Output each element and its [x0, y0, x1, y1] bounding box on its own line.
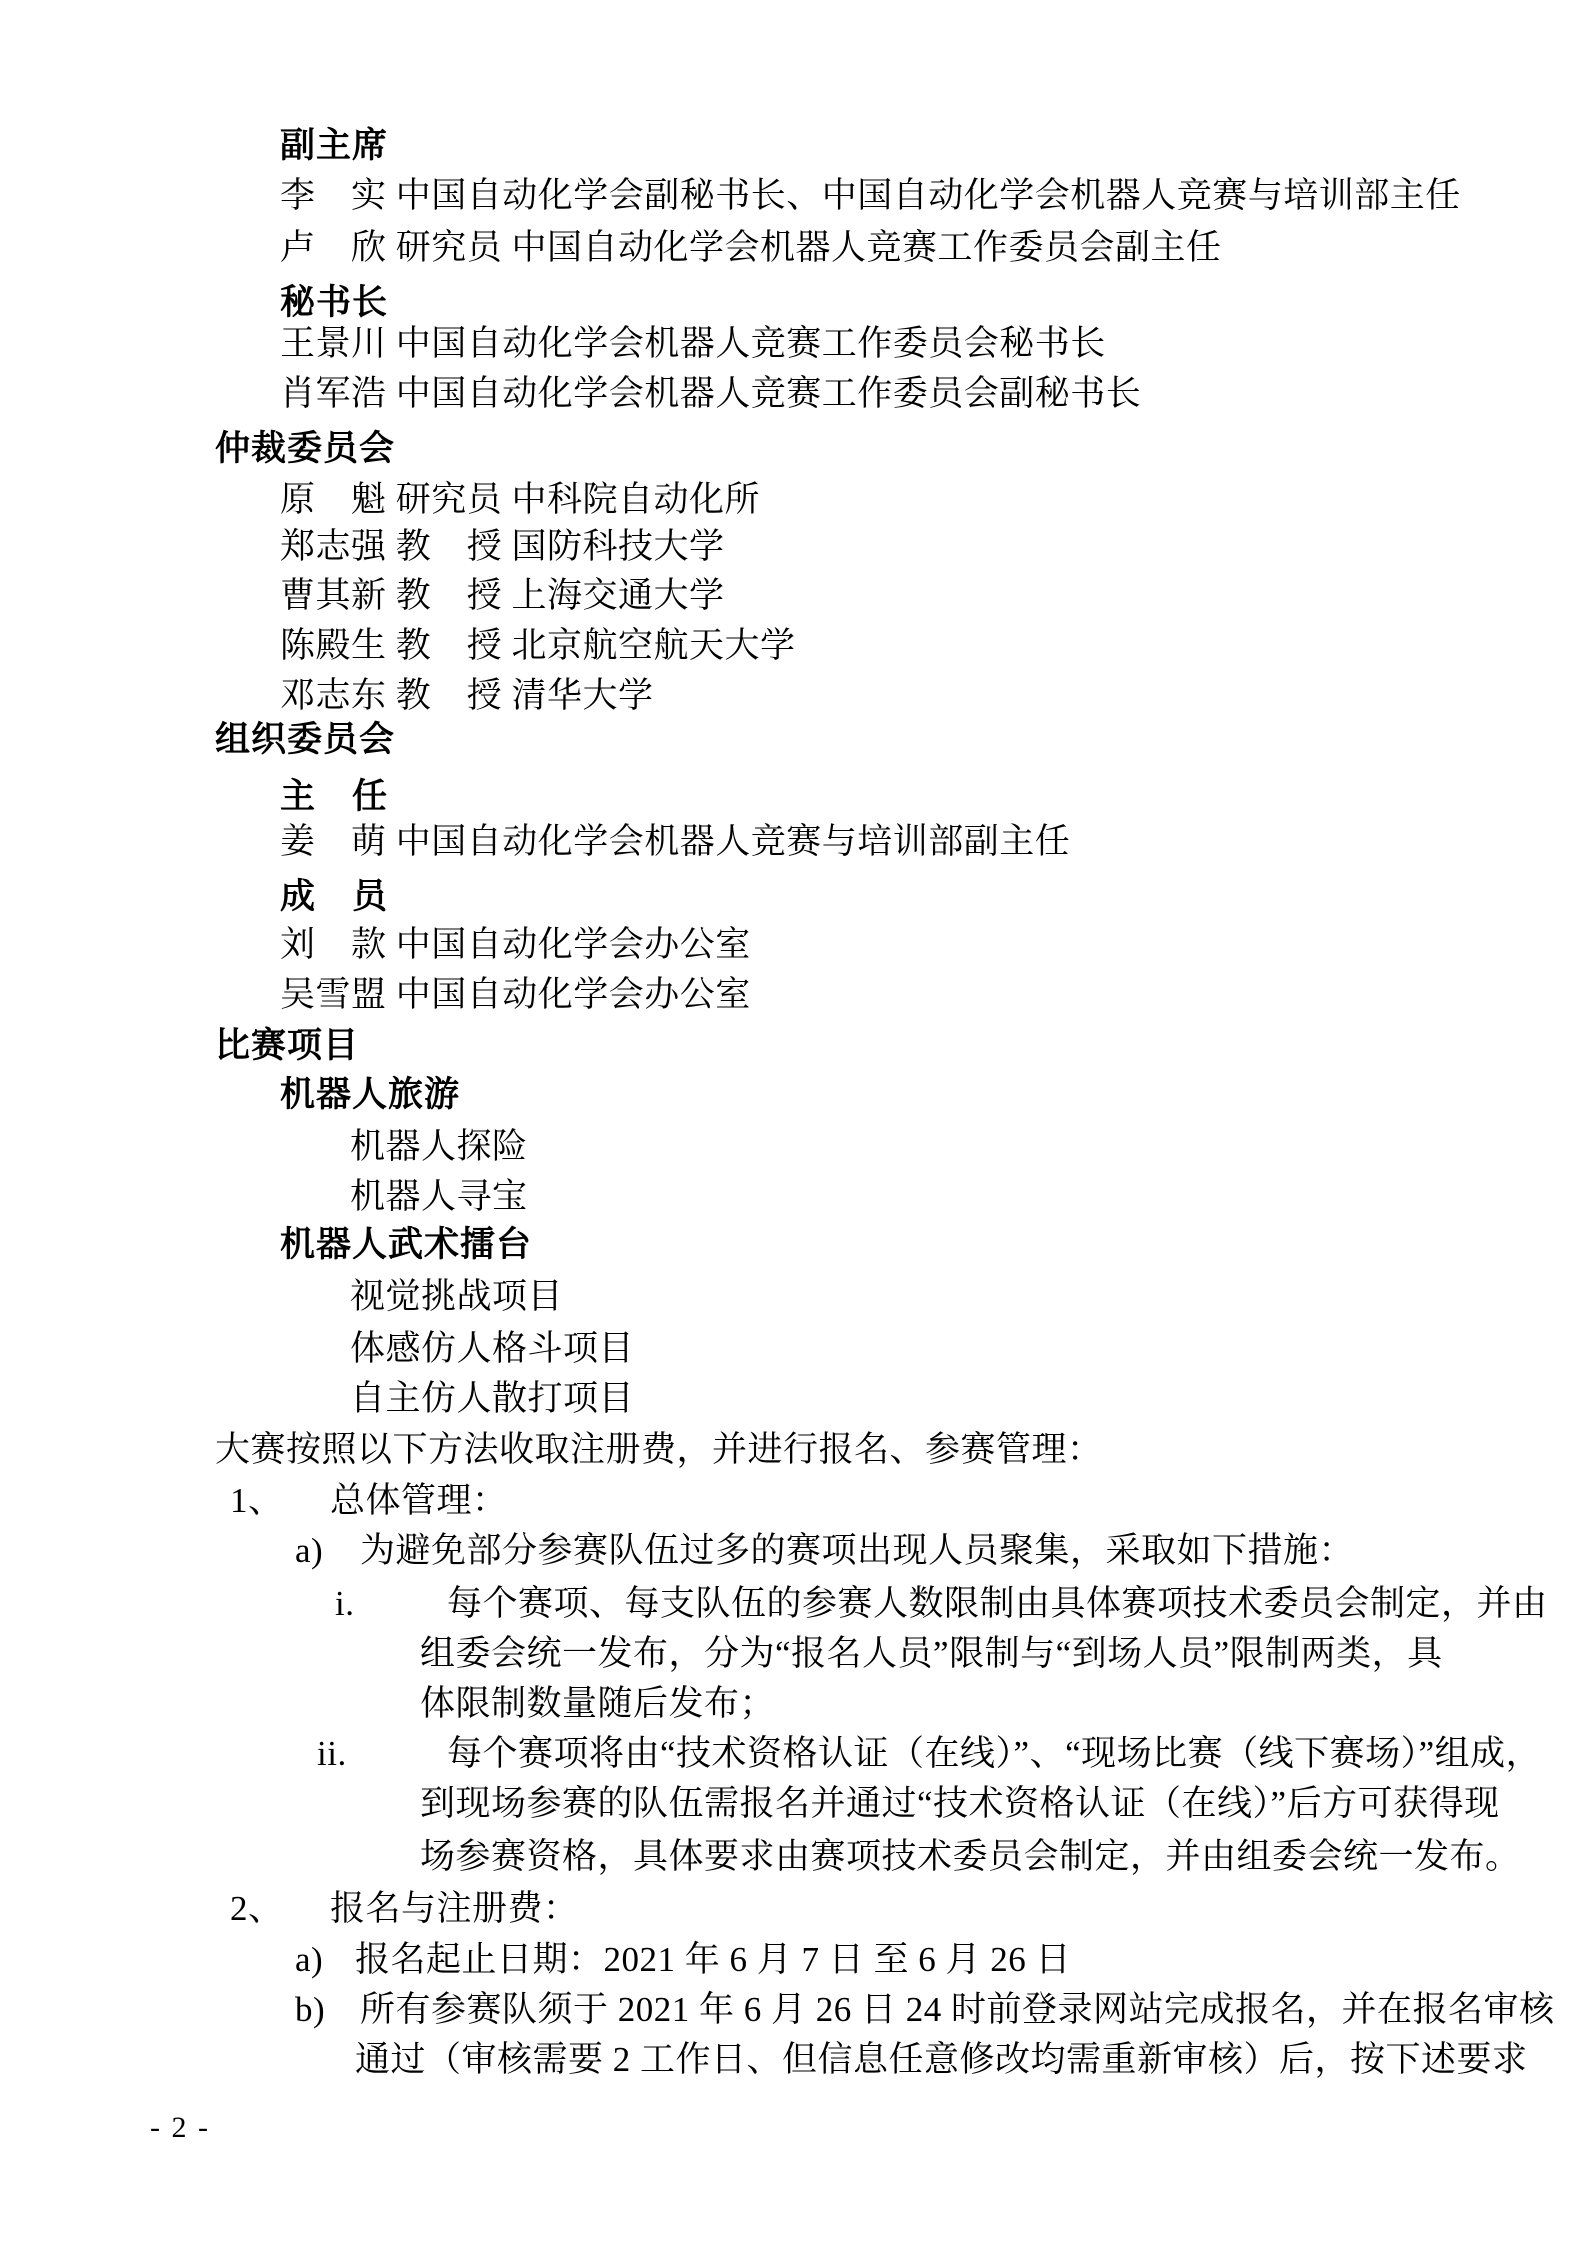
- arbitration-member: 邓志东 教 授 清华大学: [280, 676, 654, 715]
- list-title-overall-management: 总体管理：: [330, 1481, 508, 1520]
- list-marker-b2: b): [295, 1990, 326, 2029]
- secretary-general-member: 王景川 中国自动化学会机器人竞赛工作委员会秘书长: [280, 324, 1106, 363]
- event-group-robot-tour: 机器人旅游: [280, 1075, 461, 1114]
- vice-chairman-member: 李 实 中国自动化学会副秘书长、中国自动化学会机器人竞赛与培训部主任: [280, 176, 1461, 215]
- list-text-registration-deadline-line2: 通过（审核需要 2 工作日、但信息任意修改均需重新审核）后，按下述要求: [355, 2040, 1528, 2079]
- organizing-member: 刘 款 中国自动化学会办公室: [280, 925, 751, 964]
- heading-arbitration-committee: 仲裁委员会: [215, 429, 396, 468]
- arbitration-member: 陈殿生 教 授 北京航空航天大学: [280, 626, 796, 665]
- roman-ii-text-line2: 到现场参赛的队伍需报名并通过“技术资格认证（在线）”后方可获得现: [420, 1784, 1500, 1823]
- list-marker-1: 1、: [230, 1481, 284, 1520]
- heading-vice-chairman: 副主席: [280, 126, 389, 165]
- arbitration-member: 原 魁 研究员 中科院自动化所: [280, 480, 761, 519]
- organizing-member: 吴雪盟 中国自动化学会办公室: [280, 975, 751, 1014]
- heading-members: 成 员: [280, 877, 389, 916]
- heading-secretary-general: 秘书长: [280, 283, 389, 322]
- list-marker-2: 2、: [230, 1889, 284, 1928]
- registration-intro: 大赛按照以下方法收取注册费，并进行报名、参赛管理：: [215, 1430, 1103, 1469]
- event-item: 自主仿人散打项目: [350, 1379, 635, 1418]
- roman-marker-ii: ii.: [317, 1734, 347, 1773]
- list-marker-a2: a): [295, 1940, 324, 1979]
- arbitration-member: 曹其新 教 授 上海交通大学: [280, 576, 725, 615]
- list-marker-a: a): [295, 1531, 324, 1570]
- director-member: 姜 萌 中国自动化学会机器人竞赛与培训部副主任: [280, 822, 1071, 861]
- heading-organizing-committee: 组织委员会: [215, 720, 396, 759]
- event-group-robot-martial-arts: 机器人武术擂台: [280, 1225, 533, 1264]
- event-item: 体感仿人格斗项目: [350, 1329, 635, 1368]
- list-title-registration-fee: 报名与注册费：: [330, 1889, 579, 1928]
- roman-ii-text-line1: 每个赛项将由“技术资格认证（在线）”、“现场比赛（线下赛场）”组成，: [447, 1734, 1542, 1773]
- event-item: 机器人探险: [350, 1127, 528, 1166]
- list-text-registration-deadline-line1: 所有参赛队须于 2021 年 6 月 26 日 24 时前登录网站完成报名，并在报名审核: [360, 1990, 1555, 2029]
- heading-events: 比赛项目: [215, 1026, 360, 1065]
- roman-i-text-line2: 组委会统一发布，分为“报名人员”限制与“到场人员”限制两类，具: [420, 1634, 1443, 1673]
- roman-ii-text-line3: 场参赛资格，具体要求由赛项技术委员会制定，并由组委会统一发布。: [420, 1837, 1521, 1876]
- list-text-registration-dates: 报名起止日期：2021 年 6 月 7 日 至 6 月 26 日: [355, 1940, 1072, 1979]
- vice-chairman-member: 卢 欣 研究员 中国自动化学会机器人竞赛工作委员会副主任: [280, 228, 1222, 267]
- roman-marker-i: i.: [335, 1584, 355, 1623]
- roman-i-text-line3: 体限制数量随后发布；: [420, 1684, 776, 1723]
- roman-i-text-line1: 每个赛项、每支队伍的参赛人数限制由具体赛项技术委员会制定，并由: [447, 1584, 1548, 1623]
- event-item: 视觉挑战项目: [350, 1277, 564, 1316]
- arbitration-member: 郑志强 教 授 国防科技大学: [280, 527, 725, 566]
- list-text-avoid-gathering: 为避免部分参赛队伍过多的赛项出现人员聚集，采取如下措施：: [360, 1531, 1355, 1570]
- secretary-general-member: 肖军浩 中国自动化学会机器人竞赛工作委员会副秘书长: [280, 374, 1142, 413]
- heading-director: 主 任: [280, 777, 389, 816]
- page-number: - 2 -: [150, 2111, 210, 2144]
- event-item: 机器人寻宝: [350, 1177, 528, 1216]
